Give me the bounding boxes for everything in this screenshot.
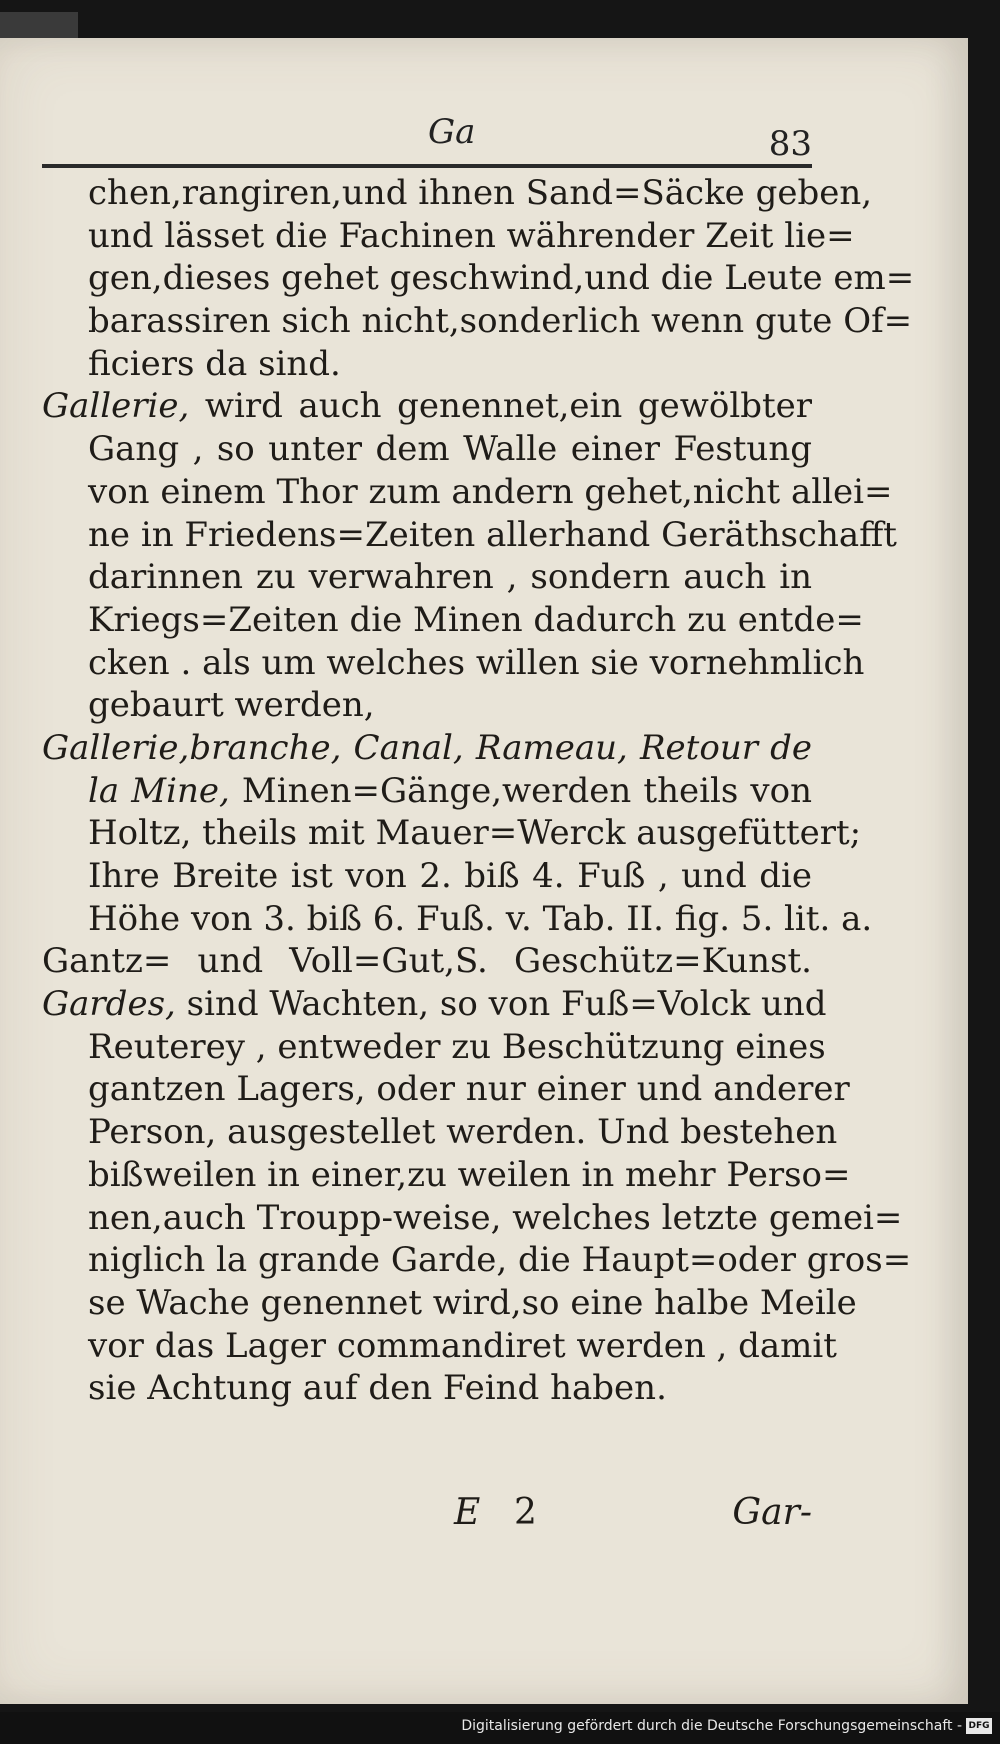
text-line <box>42 727 812 770</box>
text-line <box>42 1026 826 1069</box>
line-text: vor das Lager commandiret werden , damit <box>88 1325 837 1366</box>
line-text: sind Wachten, so von Fuß=Volck und <box>175 984 827 1025</box>
line-text: barassiren sich nicht,sonderlich wenn gute Of= <box>88 301 913 342</box>
entry-lemma: Gallerie,branche, Canal, Rameau, Retour de <box>42 727 812 768</box>
line-text: und lässet die Fachinen währender Zeit lie= <box>88 215 855 256</box>
line-text: Kriegs=Zeiten die Minen dadurch zu entde= <box>88 599 864 640</box>
footer-bar <box>0 1712 1000 1744</box>
text-line <box>42 1367 812 1410</box>
text-line <box>42 684 812 727</box>
text-line <box>42 855 812 898</box>
page-number: 83 <box>768 124 812 164</box>
line-text: Gang , so unter dem Walle einer Festung <box>88 429 812 470</box>
text-line <box>42 1154 851 1197</box>
text-line <box>42 257 915 300</box>
text-line <box>42 385 812 428</box>
line-text: bißweilen in einer,zu weilen in mehr Perso= <box>88 1154 851 1195</box>
text-line <box>42 1239 912 1282</box>
line-text: Gantz= und Voll=Gut,S. Geschütz=Kunst. <box>42 941 812 982</box>
text-line <box>42 428 812 471</box>
text-line <box>42 1325 837 1368</box>
text-line <box>42 812 862 855</box>
line-text: se Wache genennet wird,so eine halbe Meile <box>88 1282 857 1323</box>
line-text: chen,rangiren,und ihnen Sand=Säcke geben, <box>88 173 873 213</box>
line-text: Person, ausgestellet werden. Und bestehen <box>88 1112 838 1153</box>
line-text: niglich la grande Garde, die Haupt=oder gros= <box>88 1240 912 1281</box>
text-line <box>42 471 893 514</box>
text-line <box>42 1282 857 1325</box>
line-text: gantzen Lagers, oder nur einer und anderer <box>88 1069 850 1110</box>
page-tab <box>0 12 78 40</box>
entry-lemma: Gallerie, <box>42 386 190 427</box>
page-header <box>40 112 812 162</box>
line-text: darinnen zu verwahren , sondern auch in <box>88 557 812 598</box>
entry-lemma: la Mine, <box>88 770 230 811</box>
text-line <box>42 1111 838 1154</box>
text-line <box>42 514 897 557</box>
line-text: Minen=Gänge,werden theils von <box>229 770 813 811</box>
text-line <box>42 983 827 1026</box>
line-text: ne in Friedens=Zeiten allerhand Geräthschafft <box>88 514 897 555</box>
page-foot <box>42 1492 812 1536</box>
line-text: nen,auch Troupp-weise, welches letzte gemei= <box>88 1197 903 1238</box>
line-text: Holtz, theils mit Mauer=Werck ausgefüttert; <box>88 813 862 854</box>
dfg-logo: DFG <box>966 1718 992 1734</box>
signature-mark: E <box>454 1492 481 1533</box>
line-text: Reuterey , entweder zu Beschützung eines <box>88 1026 826 1067</box>
text-line <box>42 599 864 642</box>
signature-number: 2 <box>514 1492 537 1533</box>
line-text: sie Achtung auf den Feind haben. <box>88 1368 667 1409</box>
line-text: wird auch genennet,ein gewölbter <box>189 386 812 427</box>
text-line <box>42 1068 850 1111</box>
line-text: gen,dieses gehet geschwind,und die Leute em= <box>88 258 915 299</box>
header-rule <box>42 164 812 168</box>
text-line <box>42 300 913 343</box>
entry-lemma: Gardes, <box>42 984 176 1025</box>
line-text: ficiers da sind. <box>88 343 341 384</box>
text-line <box>42 1197 903 1240</box>
catchword: Gar- <box>732 1492 812 1533</box>
text-line <box>42 642 865 685</box>
text-line <box>42 940 812 983</box>
running-head: Ga <box>428 112 476 152</box>
text-line <box>42 343 812 386</box>
text-line <box>42 215 855 258</box>
line-text: Ihre Breite ist von 2. biß 4. Fuß , und die <box>88 856 812 896</box>
text-line <box>42 898 873 941</box>
text-line <box>42 770 812 813</box>
footer-credit: Digitalisierung gefördert durch die Deutsche Forschungsgemeinschaft - <box>461 1718 962 1734</box>
text-line <box>42 556 812 599</box>
text-body <box>42 172 915 1410</box>
line-text: Höhe von 3. biß 6. Fuß. v. Tab. II. fig. 5. lit. a. <box>88 898 873 939</box>
text-line <box>42 172 873 215</box>
line-text: cken . als um welches willen sie vornehmlich <box>88 642 865 683</box>
line-text: von einem Thor zum andern gehet,nicht allei= <box>88 471 893 512</box>
line-text: gebaurt werden, <box>88 685 375 726</box>
